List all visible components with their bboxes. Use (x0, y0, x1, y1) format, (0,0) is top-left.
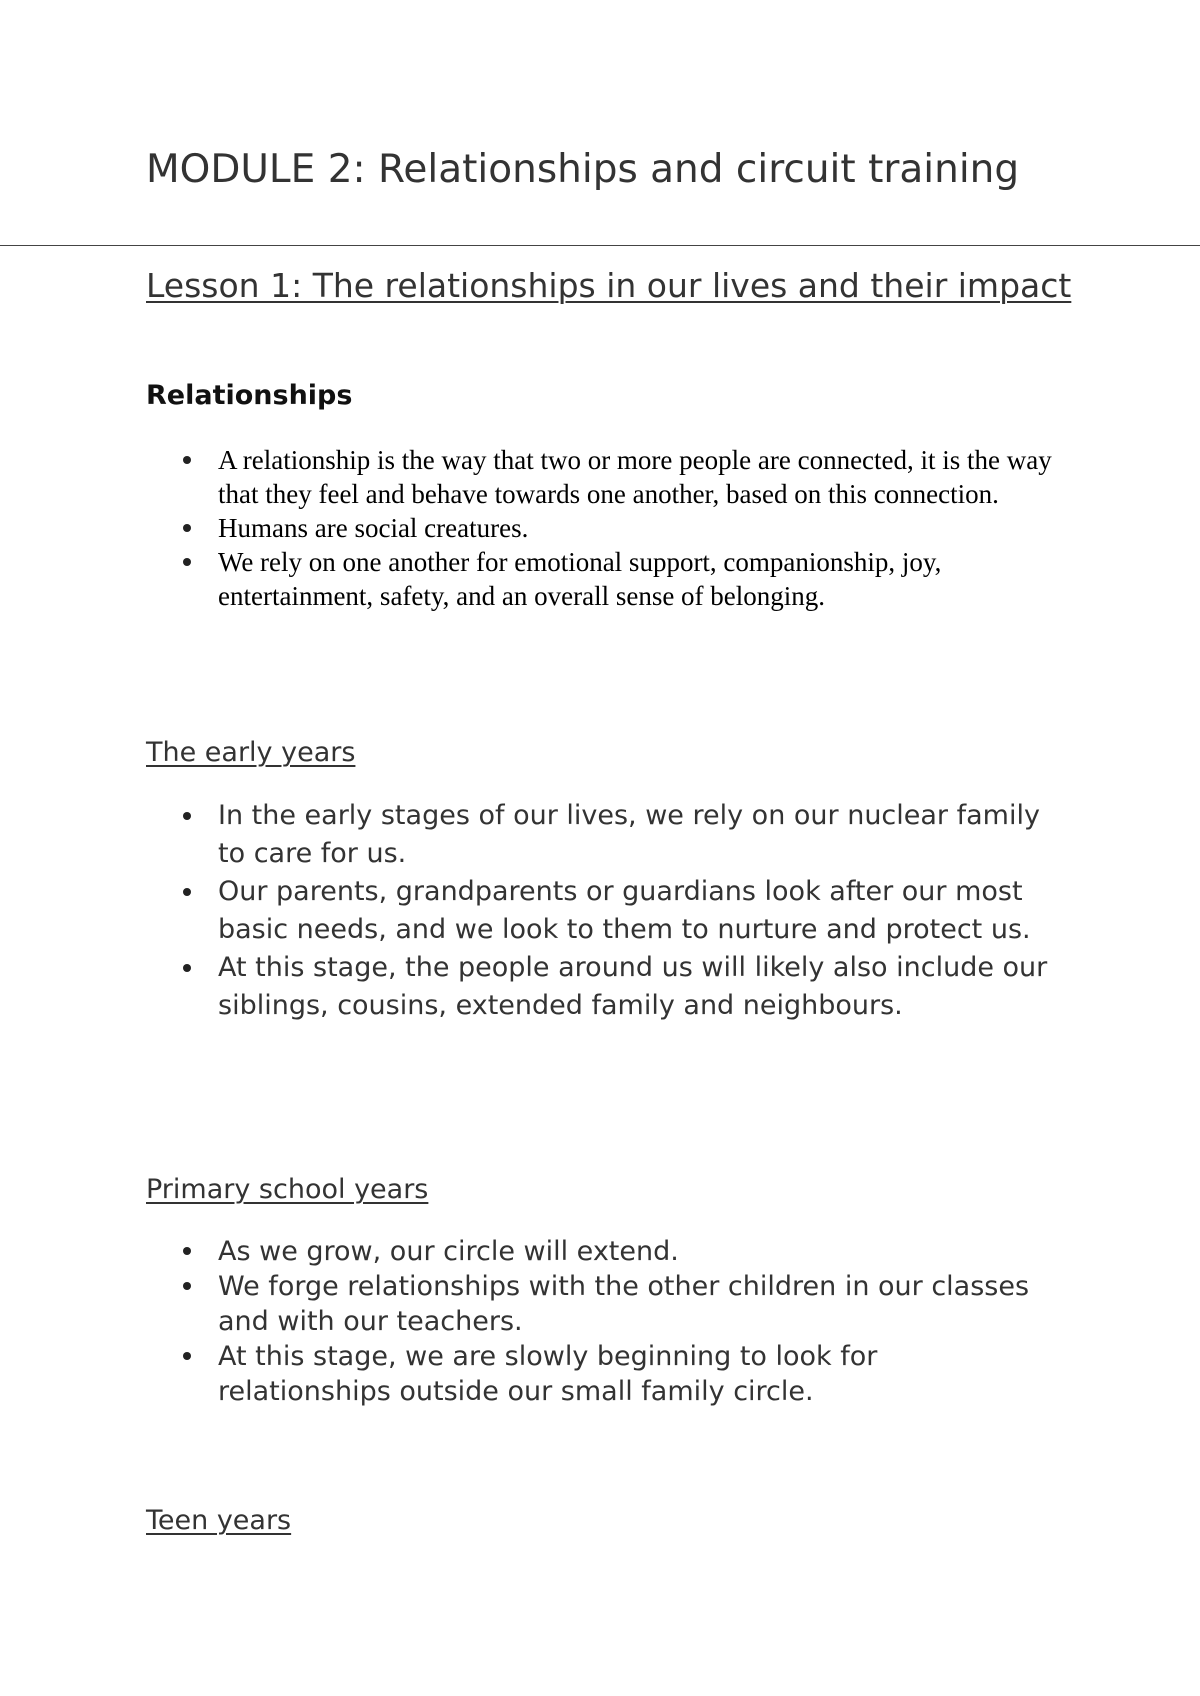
early-years-list (0, 797, 1060, 1025)
list-item-text: In the early stages of our lives, we rely on our nuclear family to care for us. (218, 800, 1040, 869)
teen-years-heading: Teen years (146, 1505, 292, 1536)
list-item-text: At this stage, the people around us will likely also include our siblings, cousins, extended family and neighbours. (218, 952, 1048, 1021)
bullet-icon (183, 524, 191, 532)
title-divider (0, 245, 1200, 246)
bullet-icon (183, 1282, 191, 1290)
relationships-list (0, 443, 1060, 613)
list-item-text: As we grow, our circle will extend. (218, 1236, 679, 1267)
list-item-text: Humans are social creatures. (218, 513, 529, 543)
list-item-text: At this stage, we are slowly beginning to look for relationships outside our small family circle. (218, 1341, 878, 1407)
list-item-text: A relationship is the way that two or more people are connected, it is the way that they feel and behave towards one another, based on this connection. (218, 445, 1052, 509)
relationships-heading: Relationships (146, 380, 353, 411)
list-item (0, 443, 1060, 511)
primary-school-list (0, 1234, 1040, 1409)
bullet-icon (183, 964, 191, 972)
module-title: MODULE 2: Relationships and circuit training (146, 147, 1020, 192)
lesson-title: Lesson 1: The relationships in our lives and their impact (146, 266, 1072, 305)
bullet-icon (183, 456, 191, 464)
list-item-text: Our parents, grandparents or guardians look after our most basic needs, and we look to them to nurture and protect us. (218, 876, 1031, 945)
bullet-icon (183, 812, 191, 820)
list-item (0, 1269, 1040, 1339)
primary-school-heading: Primary school years (146, 1174, 429, 1205)
list-item-text: We rely on one another for emotional support, companionship, joy, entertainment, safety, and an overall sense of belonging. (218, 547, 942, 611)
list-item (0, 797, 1060, 873)
list-item-text: We forge relationships with the other children in our classes and with our teachers. (218, 1271, 1030, 1337)
list-item (0, 949, 1060, 1025)
early-years-heading: The early years (146, 737, 356, 768)
bullet-icon (183, 888, 191, 896)
list-item (0, 545, 1060, 613)
bullet-icon (183, 1352, 191, 1360)
list-item (0, 511, 1060, 545)
bullet-icon (183, 558, 191, 566)
list-item (0, 873, 1060, 949)
bullet-icon (183, 1247, 191, 1255)
list-item (0, 1234, 1040, 1269)
list-item (0, 1339, 1040, 1409)
